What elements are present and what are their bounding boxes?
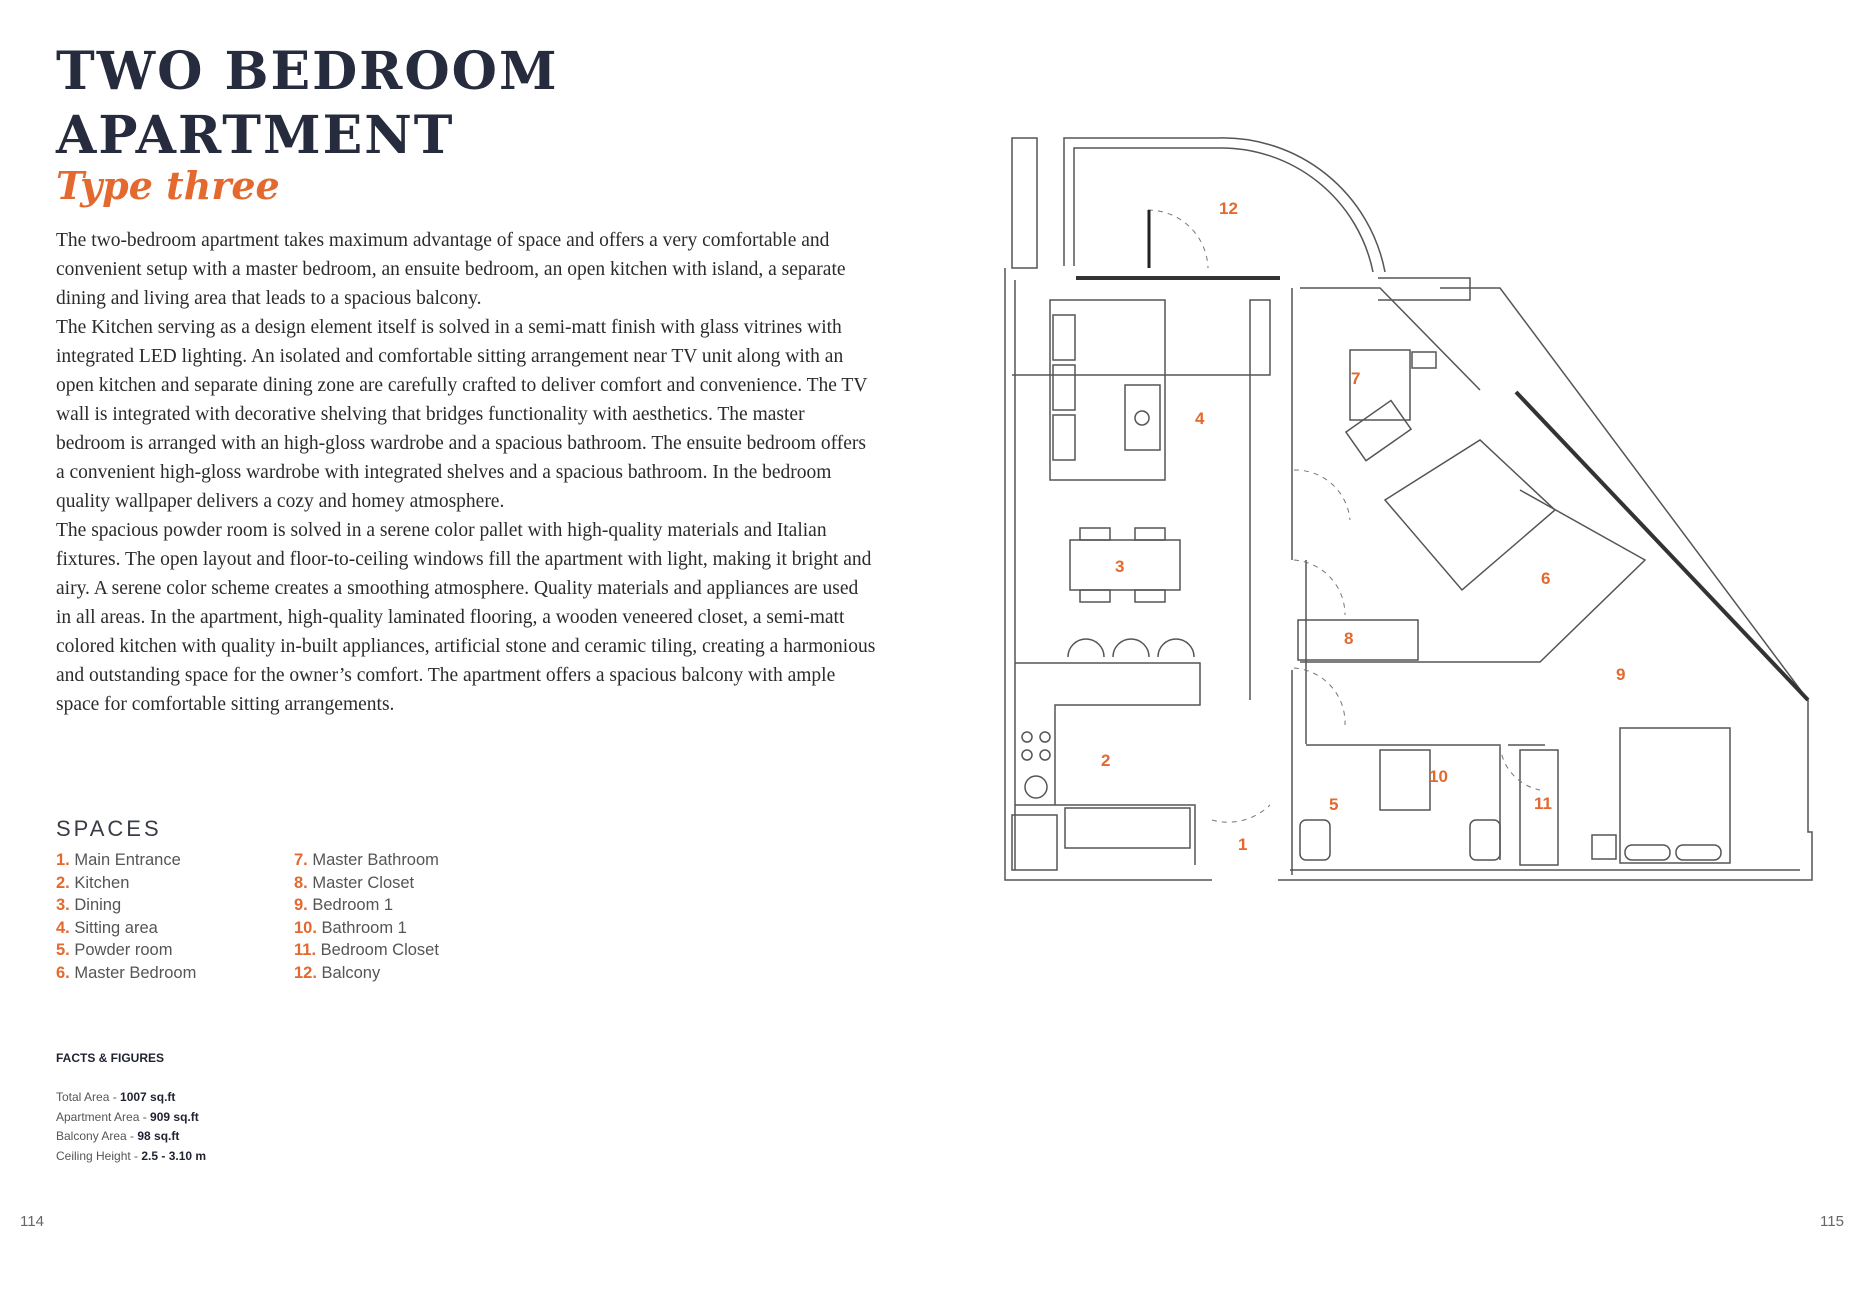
fact-label: Apartment Area - <box>56 1109 151 1124</box>
plan-label-3: 3 <box>1115 557 1125 576</box>
description-paragraph-1: The two-bedroom apartment takes maximum advantage of space and offers a very comfortable and convenient setup with a master bedroom, an ensuite bedroom, an open kitchen with island, a separate dining and living area that leads to a spacious balcony. <box>56 230 846 309</box>
plan-label-9: 9 <box>1616 665 1626 684</box>
fact-label: Total Area - <box>56 1090 121 1104</box>
description-paragraph-3: The spacious powder room is solved in a serene color pallet with high-quality materials and Italian fixtures. The open layout and floor-to-ceiling windows fill the apartment with light, making it bright and airy. A serene color scheme creates a smoothing atmosphere. Quality materials and appliances are used in all areas. In the apartment, high-quality laminated flooring, a wooden veneered closet, a semi-matt colored kitchen with quality in-built appliances, artificial stone and ceramic tiling, creating a harmonious and outstanding space for the owner’s comfort. The apartment offers a spacious balcony with ample space for comfortable sitting arrangements. <box>56 520 876 715</box>
plan-label-6: 6 <box>1541 569 1551 588</box>
fact-label: Ceiling Height - <box>56 1148 142 1163</box>
plan-label-12: 12 <box>1219 199 1238 218</box>
space-label: Dining <box>74 896 122 914</box>
space-item <box>294 962 439 985</box>
fact-value: 2.5 - 3.10 m <box>141 1148 207 1163</box>
space-item <box>56 939 196 962</box>
facts-heading: FACTS & FIGURES <box>56 1051 165 1065</box>
spaces-list-left <box>56 849 196 984</box>
plan-label-2: 2 <box>1101 751 1111 770</box>
space-label: Bedroom 1 <box>312 896 394 914</box>
space-item <box>56 849 196 872</box>
title-line-2: APARTMENT <box>56 105 455 166</box>
space-label: Master Bathroom <box>312 851 439 869</box>
space-label: Sitting area <box>74 918 158 937</box>
space-label: Kitchen <box>74 873 130 892</box>
plan-label-7: 7 <box>1351 369 1361 388</box>
space-number: 9. <box>294 896 308 914</box>
page-number-left: 114 <box>20 1213 44 1230</box>
space-number: 8. <box>294 873 308 892</box>
space-number: 1. <box>56 851 70 869</box>
space-number: 2. <box>56 873 70 892</box>
window-wall <box>1516 392 1808 700</box>
apartment-type-subtitle: Type three <box>56 163 280 208</box>
space-item <box>294 917 439 940</box>
fact-row <box>56 1127 206 1147</box>
space-item <box>56 962 196 985</box>
space-item <box>294 872 439 895</box>
fact-row <box>56 1147 206 1167</box>
space-number: 7. <box>294 851 308 869</box>
space-item <box>294 849 439 872</box>
plan-label-5: 5 <box>1329 795 1339 814</box>
space-number: 6. <box>56 963 70 982</box>
plan-label-11: 11 <box>1534 794 1552 813</box>
spaces-heading: SPACES <box>56 816 162 841</box>
facts-list <box>56 1088 206 1166</box>
plan-label-10: 10 <box>1429 767 1448 786</box>
space-item <box>56 917 196 940</box>
space-label: Main Entrance <box>74 851 181 869</box>
plan-label-4: 4 <box>1195 409 1205 428</box>
space-item <box>294 894 439 917</box>
space-item <box>56 894 196 917</box>
description-paragraph-2: The Kitchen serving as a design element itself is solved in a semi-matt finish with glass vitrines with integrated LED lighting. An isolated and comfortable sitting arrangement near TV unit along with an open kitchen and separate dining zone are carefully crafted to deliver comfort and convenience. The TV wall is integrated with decorative shelving that bridges functionality with aesthetics. The master bedroom is arranged with an high-gloss wardrobe and a spacious bathroom. The ensuite bedroom offers a convenient high-gloss wardrobe with integrated shelves and a spacious bathroom. In the bedroom quality wallpaper delivers a cozy and homey atmosphere. <box>56 317 868 512</box>
space-number: 3. <box>56 896 70 914</box>
space-label: Bathroom 1 <box>321 918 407 937</box>
space-number: 5. <box>56 941 70 959</box>
space-label: Bedroom Closet <box>320 941 439 959</box>
description <box>56 226 876 719</box>
fact-value: 909 sq.ft <box>150 1109 199 1124</box>
page-title <box>56 40 559 168</box>
fact-value: 1007 sq.ft <box>120 1090 176 1104</box>
title-line-1: TWO BEDROOM <box>56 41 559 102</box>
fact-value: 98 sq.ft <box>137 1129 180 1143</box>
space-label: Master Bedroom <box>74 963 197 982</box>
plan-walls <box>1005 138 1812 880</box>
space-number: 10. <box>294 918 317 937</box>
fact-label: Balcony Area - <box>56 1129 138 1143</box>
space-label: Master Closet <box>312 873 415 892</box>
plan-labels <box>1101 199 1625 854</box>
floor-plan <box>990 130 1820 890</box>
space-number: 4. <box>56 918 70 937</box>
space-number: 11. <box>294 941 317 959</box>
plan-label-8: 8 <box>1344 629 1354 648</box>
plan-label-1: 1 <box>1238 835 1248 854</box>
page-number-right: 115 <box>1820 1213 1844 1230</box>
space-label: Powder room <box>74 941 173 959</box>
space-item <box>294 939 439 962</box>
spaces-list-right <box>294 849 439 984</box>
fact-row <box>56 1108 206 1128</box>
space-label: Balcony <box>321 963 381 982</box>
door-swings <box>1148 210 1540 822</box>
fact-row <box>56 1088 206 1108</box>
space-number: 12. <box>294 963 317 982</box>
space-item <box>56 872 196 895</box>
